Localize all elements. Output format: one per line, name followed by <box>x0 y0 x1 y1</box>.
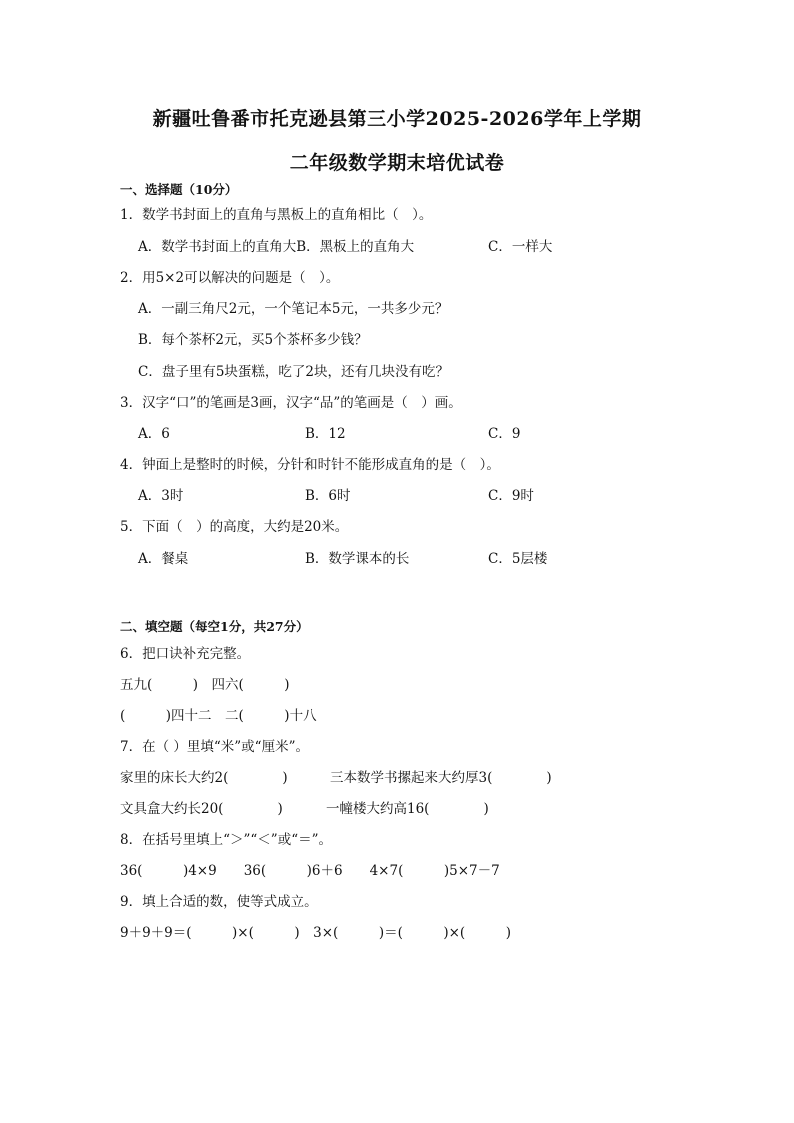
question-9-row[interactable]: 9＋9＋9＝( )×( ) 3×( )＝( )×( ) <box>120 925 511 941</box>
question-7-row-2a[interactable]: 文具盒大约长20( ) <box>120 801 283 817</box>
question-8-row[interactable]: 36( )4×9 36( )6＋6 4×7( )5×7－7 <box>120 863 500 879</box>
question-3-option-b[interactable]: B．12 <box>305 426 346 442</box>
question-1-option-c[interactable]: C．一样大 <box>488 239 553 255</box>
question-6-row-2[interactable]: ( )四十二 二( )十八 <box>120 708 317 724</box>
question-4-option-b[interactable]: B．6时 <box>305 488 351 504</box>
question-7-row-2b[interactable]: 一幢楼大约高16( ) <box>326 801 489 817</box>
question-3-option-c[interactable]: C．9 <box>488 426 521 442</box>
question-6-row-1[interactable]: 五九( ) 四六( ) <box>120 677 290 693</box>
question-1-stem: 1．数学书封面上的直角与黑板上的直角相比（ ）。 <box>120 207 433 223</box>
exam-title: 新疆吐鲁番市托克逊县第三小学2025-2026学年上学期 <box>152 108 642 130</box>
question-3-option-a[interactable]: A．6 <box>138 426 170 442</box>
exam-subtitle: 二年级数学期末培优试卷 <box>289 152 505 174</box>
question-4-option-a[interactable]: A．3时 <box>138 488 184 504</box>
question-2-option-a[interactable]: A．一副三角尺2元，一个笔记本5元，一共多少元？ <box>138 301 449 317</box>
question-1-options <box>138 238 553 256</box>
question-5-stem: 5．下面（ ）的高度，大约是20米。 <box>120 519 349 535</box>
section-heading-choice: 一、选择题（10分） <box>120 182 238 197</box>
section-heading-fill: 二、填空题（每空1分，共27分） <box>120 619 309 634</box>
question-5-option-c[interactable]: C．5层楼 <box>488 551 548 567</box>
question-1-option-a[interactable]: A．数学书封面上的直角大 <box>138 239 297 255</box>
question-4-option-c[interactable]: C．9时 <box>488 488 534 504</box>
question-7-stem: 7．在（ ）里填“米”或“厘米”。 <box>120 739 309 755</box>
question-9-stem: 9．填上合适的数，使等式成立。 <box>120 894 318 910</box>
question-5-option-b[interactable]: B．数学课本的长 <box>305 551 410 567</box>
question-5-option-a[interactable]: A．餐桌 <box>138 551 189 567</box>
question-2-stem: 2．用5×2可以解决的问题是（ ）。 <box>120 270 340 286</box>
question-3-stem: 3．汉字“口”的笔画是3画，汉字“品”的笔画是（ ）画。 <box>120 395 462 411</box>
question-6-stem: 6．把口诀补充完整。 <box>120 646 251 662</box>
question-2-option-c[interactable]: C．盘子里有5块蛋糕，吃了2块，还有几块没有吃？ <box>138 364 450 380</box>
question-7-row-1b[interactable]: 三本数学书摞起来大约厚3( ) <box>330 770 552 786</box>
question-4-stem: 4．钟面上是整时的时候，分针和时针不能形成直角的是（ ）。 <box>120 457 500 473</box>
question-7-row-1a[interactable]: 家里的床长大约2( ) <box>120 770 288 786</box>
question-1-option-b[interactable]: B．黑板上的直角大 <box>296 239 415 255</box>
question-2-option-b[interactable]: B．每个茶杯2元，买5个茶杯多少钱？ <box>138 332 368 348</box>
question-8-stem: 8．在括号里填上“＞”“＜”或“＝”。 <box>120 832 332 848</box>
